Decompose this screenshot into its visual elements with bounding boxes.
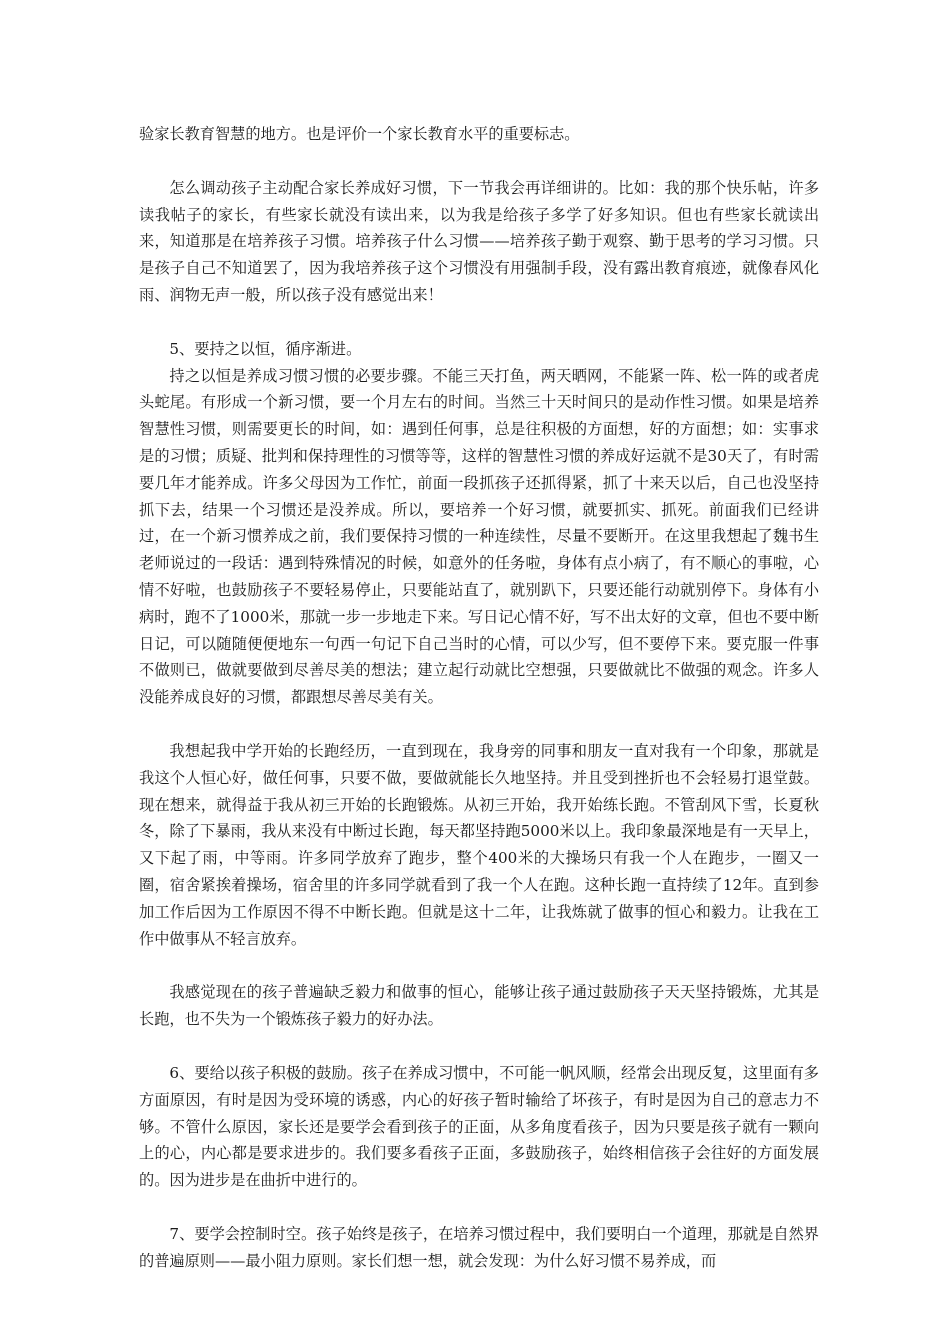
paragraph-running-experience: 我想起我中学开始的长跑经历，一直到现在，我身旁的同事和朋友一直对我有一个印象，那就是我这个人恒心好，做任何事，只要不做，要做就能长久地坚持。并且受到挫折也不会轻易打退堂鼓。现在想来，就得益于我从初三开始的长跑锻炼。从初三开始，我开始练长跑。不管刮风下雪，长夏秋冬，除了下暴雨，我从来没有中断过长跑，每天都坚持跑5000米以上。我印象最深地是有一天早上，又下起了雨，中等雨。许多同学放弃了跑步，整个400米的大操场只有我一个人在跑步，一圈又一圈，宿舍紧挨着操场，宿舍里的许多同学就看到了我一个人在跑。这种长跑一直持续了12年。直到参加工作后因为工作原因不得不中断长跑。但就是这十二年，让我炼就了做事的恒心和毅力。让我在工作中做事从不轻言放弃。	[139, 741, 819, 948]
paragraph-motivate-child: 怎么调动孩子主动配合家长养成好习惯，下一节我会再详细讲的。比如：我的那个快乐帖，许多读我帖子的家长，有些家长就没有读出来，以为我是给孩子多学了好多知识。但也有些家长就读出来，知道那是在培养孩子习惯。培养孩子什么习惯——培养孩子勤于观察、勤于思考的学习习惯。只是孩子自己不知道罢了，因为我培养孩子这个习惯没有用强制手段，没有露出教育痕迹，就像春风化雨、润物无声一般，所以孩子没有感觉出来！	[139, 178, 819, 304]
paragraph-continuation: 验家长教育智慧的地方。也是评价一个家长教育水平的重要标志。	[139, 125, 580, 143]
paragraph-encouragement: 6、要给以孩子积极的鼓励。孩子在养成习惯中，不可能一帆风顺，经常会出现反复，这里面有多方面原因，有时是因为受环境的诱惑，内心的好孩子暂时输给了坏孩子，有时是因为自己的意志力不够。不管什么原因，家长还是要学会看到孩子的正面，从多角度看孩子，因为只要是孩子就有一颗向上的心，内心都是要求进步的。我们要多看孩子正面，多鼓励孩子，始终相信孩子会往好的方面发展的。因为进步是在曲折中进行的。	[139, 1063, 819, 1190]
paragraph-perseverance: 我感觉现在的孩子普遍缺乏毅力和做事的恒心，能够让孩子通过鼓励孩子天天坚持锻炼，尤其是长跑，也不失为一个锻炼孩子毅力的好办法。	[139, 983, 819, 1029]
section-heading-5: 5、要持之以恒，循序渐进。	[169, 339, 362, 358]
document-page	[139, 121, 819, 1274]
paragraph-persistence: 持之以恒是养成习惯习惯的必要步骤。不能三天打鱼，两天晒网，不能紧一阵、松一阵的或者虎头蛇尾。有形成一个新习惯，要一个月左右的时间。当然三十天时间只的是动作性习惯。如果是培养智慧性习惯，则需要更长的时间，如：遇到任何事，总是往积极的方面想，好的方面想；如：实事求是的习惯；质疑、批判和保持理性的习惯等等，这样的智慧性习惯的养成好运就不是30天了，有时需要几年才能养成。许多父母因为工作忙，前面一段抓孩子还抓得紧，抓了十来天以后，自己也没坚持抓下去，结果一个习惯还是没养成。所以，要培养一个好习惯，就要抓实、抓死。前面我们已经讲过，在一个新习惯养成之前，我们要保持习惯的一种连续性，尽量不要断开。在这里我想起了魏书生老师说过的一段话：遇到特殊情况的时候，如意外的任务啦，身体有点小病了，有不顺心的事啦，心情不好啦，也鼓励孩子不要轻易停止，只要能站直了，就别趴下，只要还能行动就别停下。身体有小病时，跑不了1000米，那就一步一步地走下来。写日记心情不好，写不出太好的文章，但也不要中断日记，可以随随便便地东一句西一句记下自己当时的心情，可以少写，但不要停下来。要克服一件事不做则已，做就要做到尽善尽美的想法；建立起行动就比空想强，只要做就比不做强的观念。许多人没能养成良好的习惯，都跟想尽善尽美有关。	[139, 366, 819, 707]
paragraph-control-time-space: 7、要学会控制时空。孩子始终是孩子，在培养习惯过程中，我们要明白一个道理，那就是自然界的普遍原则——最小阻力原则。家长们想一想，就会发现：为什么好习惯不易养成，而	[139, 1224, 819, 1270]
